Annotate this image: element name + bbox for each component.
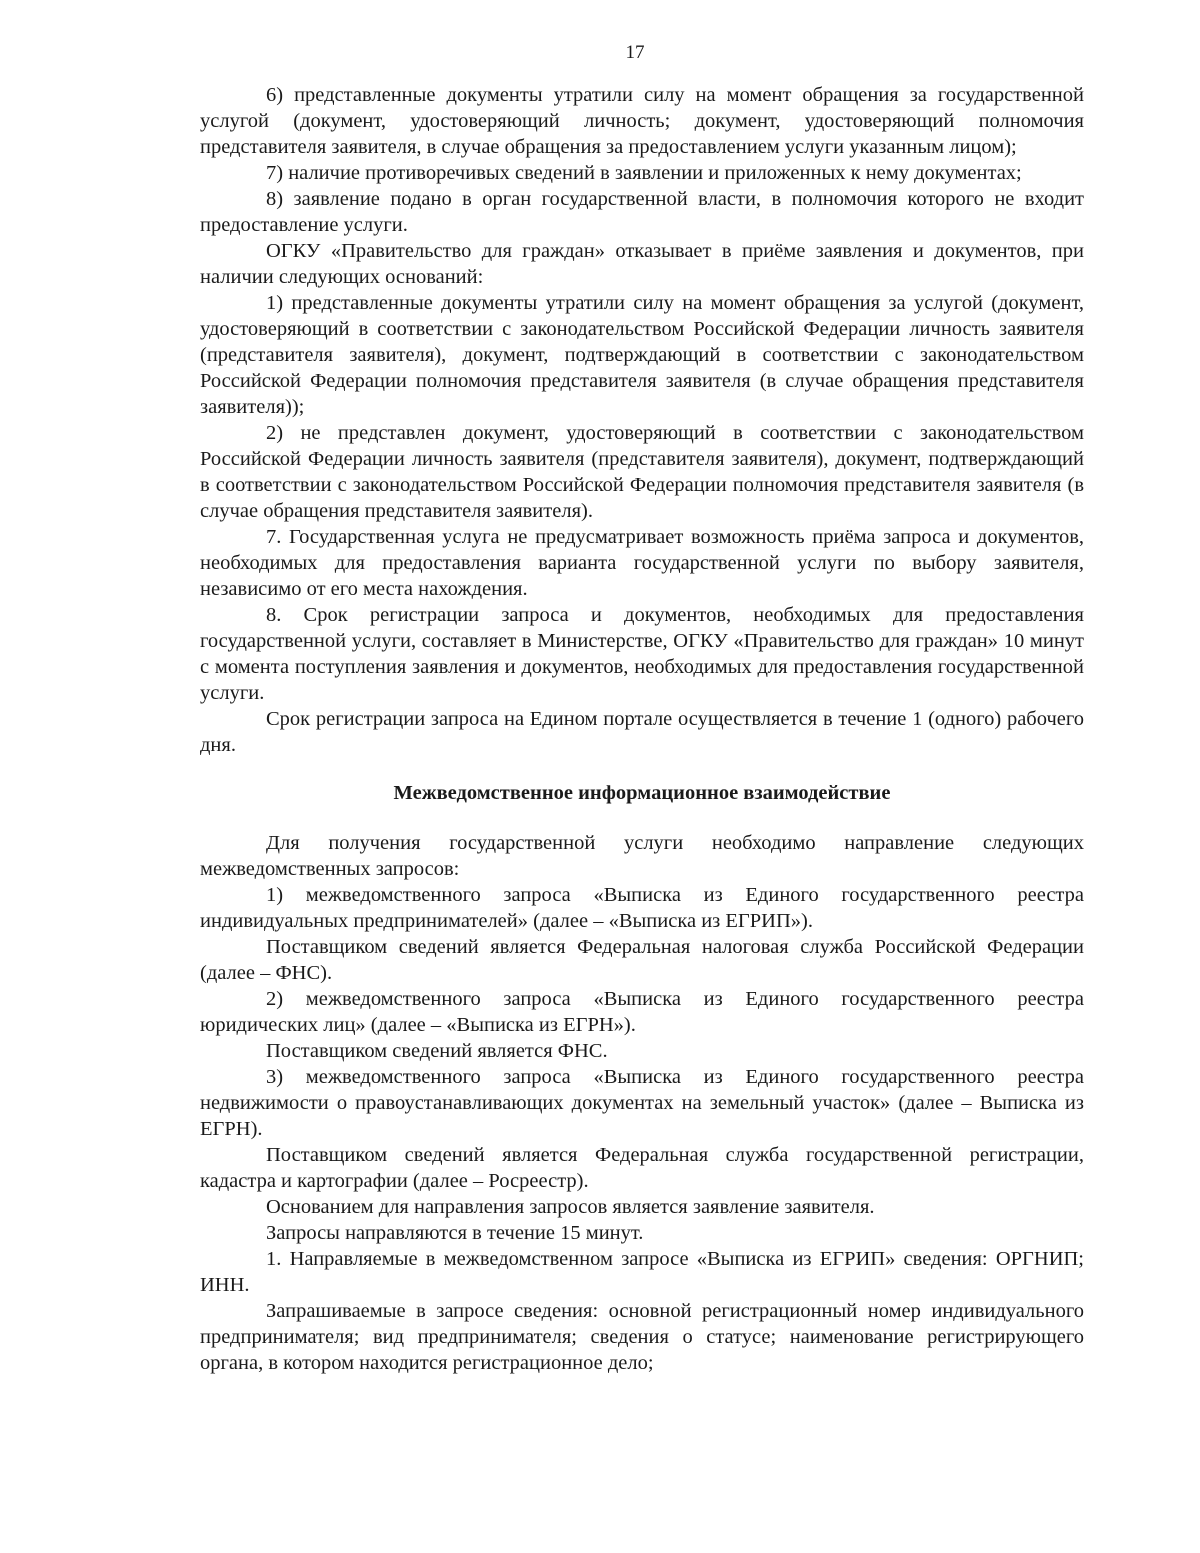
paragraph: ОГКУ «Правительство для граждан» отказывает в приёме заявления и документов, при наличии следующих оснований: xyxy=(200,240,1084,288)
document-body xyxy=(200,82,1084,1376)
paragraph: Поставщиком сведений является Федеральная налоговая служба Российской Федерации (далее – ФНС). xyxy=(200,936,1084,984)
paragraph: Запрашиваемые в запросе сведения: основной регистрационный номер индивидуального предпринимателя; вид предпринимателя; сведения о статусе; наименование регистрирующего органа, в котором находится регистрационное дело; xyxy=(200,1300,1084,1374)
section-heading: Межведомственное информационное взаимодействие xyxy=(393,782,891,804)
paragraph: Основанием для направления запросов является заявление заявителя. xyxy=(266,1196,875,1218)
paragraph: Срок регистрации запроса на Едином портале осуществляется в течение 1 (одного) рабочего дня. xyxy=(200,708,1084,756)
paragraph: 1) межведомственного запроса «Выписка из Единого государственного реестра индивидуальных предпринимателей» (далее – «Выписка из ЕГРИП»). xyxy=(200,884,1084,932)
paragraph: 2) не представлен документ, удостоверяющий в соответствии с законодательством Российской Федерации личность заявителя (представителя заявителя), документ, подтверждающий в соответствии с законодательством Российской Федерации полномочия представителя заявителя (в случае обращения представителя заявителя). xyxy=(200,422,1084,522)
paragraph: 8. Срок регистрации запроса и документов, необходимых для предоставления государственной услуги, составляет в Министерстве, ОГКУ «Правительство для граждан» 10 минут с момента поступления заявления и документов, необходимых для предоставления государственной услуги. xyxy=(200,604,1084,704)
paragraph: 7) наличие противоречивых сведений в заявлении и приложенных к нему документах; xyxy=(266,162,1022,184)
paragraph: 8) заявление подано в орган государственной власти, в полномочия которого не входит предоставление услуги. xyxy=(200,188,1084,236)
paragraph: 6) представленные документы утратили силу на момент обращения за государственной услугой (документ, удостоверяющий личность; документ, удостоверяющий полномочия представителя заявителя, в случае обращения за предоставлением услуги указанным лицом); xyxy=(200,84,1084,158)
paragraph: 1) представленные документы утратили силу на момент обращения за услугой (документ, удостоверяющий в соответствии с законодательством Российской Федерации личность заявителя (представителя заявителя), документ, подтверждающий в соответствии с законодательством Российской Федерации полномочия представителя заявителя (в случае обращения представителя заявителя)); xyxy=(200,292,1084,418)
paragraph: Запросы направляются в течение 15 минут. xyxy=(266,1222,644,1244)
paragraph: 3) межведомственного запроса «Выписка из Единого государственного реестра недвижимости о правоустанавливающих документах на земельный участок» (далее – Выписка из ЕГРН). xyxy=(200,1066,1084,1140)
paragraph: 7. Государственная услуга не предусматривает возможность приёма запроса и документов, необходимых для предоставления варианта государственной услуги по выбору заявителя, независимо от его места нахождения. xyxy=(200,526,1084,600)
paragraph: Поставщиком сведений является Федеральная служба государственной регистрации, кадастра и картографии (далее – Росреестр). xyxy=(200,1144,1084,1192)
paragraph: Для получения государственной услуги необходимо направление следующих межведомственных запросов: xyxy=(200,832,1084,880)
paragraph: Поставщиком сведений является ФНС. xyxy=(266,1040,608,1062)
page-number: 17 xyxy=(625,42,645,63)
paragraph: 1. Направляемые в межведомственном запросе «Выписка из ЕГРИП» сведения: ОРГНИП; ИНН. xyxy=(200,1248,1084,1296)
paragraph: 2) межведомственного запроса «Выписка из Единого государственного реестра юридических лиц» (далее – «Выписка из ЕГРН»). xyxy=(200,988,1084,1036)
